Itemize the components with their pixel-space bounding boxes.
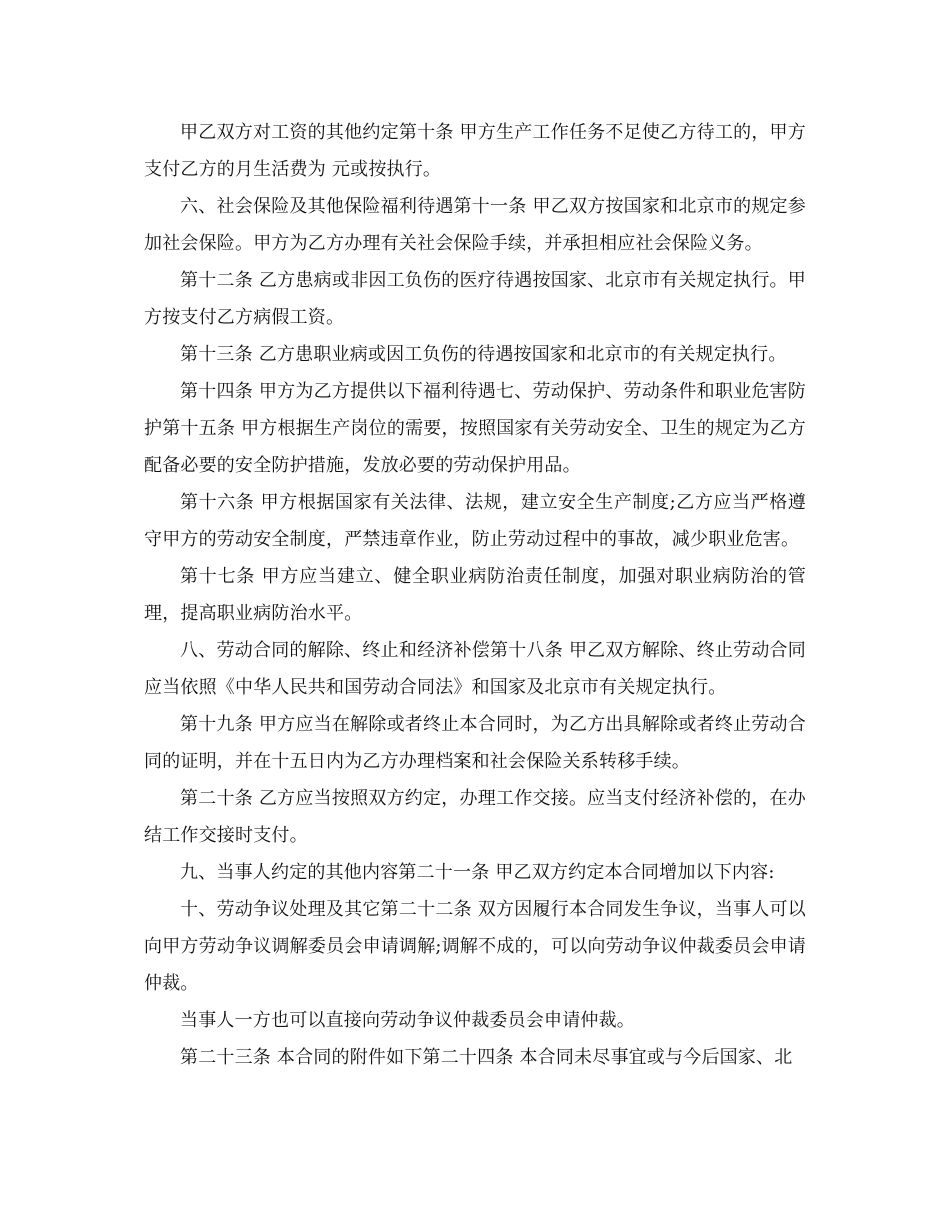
paragraph: 十、劳动争议处理及其它第二十二条 双方因履行本合同发生争议，当事人可以向甲方劳动争议调解委员会申请调解;调解不成的，可以向劳动争议仲裁委员会申请仲裁。 [144,899,806,994]
paragraph: 第十七条 甲方应当建立、健全职业病防治责任制度，加强对职业病防治的管理，提高职业病防治水平。 [144,566,806,624]
paragraph: 第二十条 乙方应当按照双方约定，办理工作交接。应当支付经济补偿的，在办结工作交接时支付。 [144,788,806,846]
paragraph: 六、社会保险及其他保险福利待遇第十一条 甲乙双方按国家和北京市的规定参加社会保险。甲方为乙方办理有关社会保险手续，并承担相应社会保险义务。 [144,196,806,254]
paragraph: 第二十三条 本合同的附件如下第二十四条 本合同未尽事宜或与今后国家、北 [180,1047,793,1068]
paragraph: 八、劳动合同的解除、终止和经济补偿第十八条 甲乙双方解除、终止劳动合同应当依照《中华人民共和国劳动合同法》和国家及北京市有关规定执行。 [144,640,806,698]
paragraph: 第十六条 甲方根据国家有关法律、法规，建立安全生产制度;乙方应当严格遵守甲方的劳动安全制度，严禁违章作业，防止劳动过程中的事故，减少职业危害。 [144,492,806,550]
paragraph: 第十二条 乙方患病或非因工负伤的医疗待遇按国家、北京市有关规定执行。甲方按支付乙方病假工资。 [144,270,806,328]
paragraph: 第十四条 甲方为乙方提供以下福利待遇七、劳动保护、劳动条件和职业危害防护第十五条 甲方根据生产岗位的需要，按照国家有关劳动安全、卫生的规定为乙方配备必要的安全防护措施，发放必要的劳动保护用品。 [144,381,806,476]
document-body [144,114,806,1076]
paragraph: 九、当事人约定的其他内容第二十一条 甲乙双方约定本合同增加以下内容: [180,862,775,883]
paragraph: 第十九条 甲方应当在解除或者终止本合同时，为乙方出具解除或者终止劳动合同的证明，并在十五日内为乙方办理档案和社会保险关系转移手续。 [144,714,806,772]
paragraph: 甲乙双方对工资的其他约定第十条 甲方生产工作任务不足使乙方待工的，甲方支付乙方的月生活费为 元或按执行。 [144,122,806,180]
paragraph: 第十三条 乙方患职业病或因工负伤的待遇按国家和北京市的有关规定执行。 [180,344,787,365]
paragraph: 当事人一方也可以直接向劳动争议仲裁委员会申请仲裁。 [180,1010,635,1031]
